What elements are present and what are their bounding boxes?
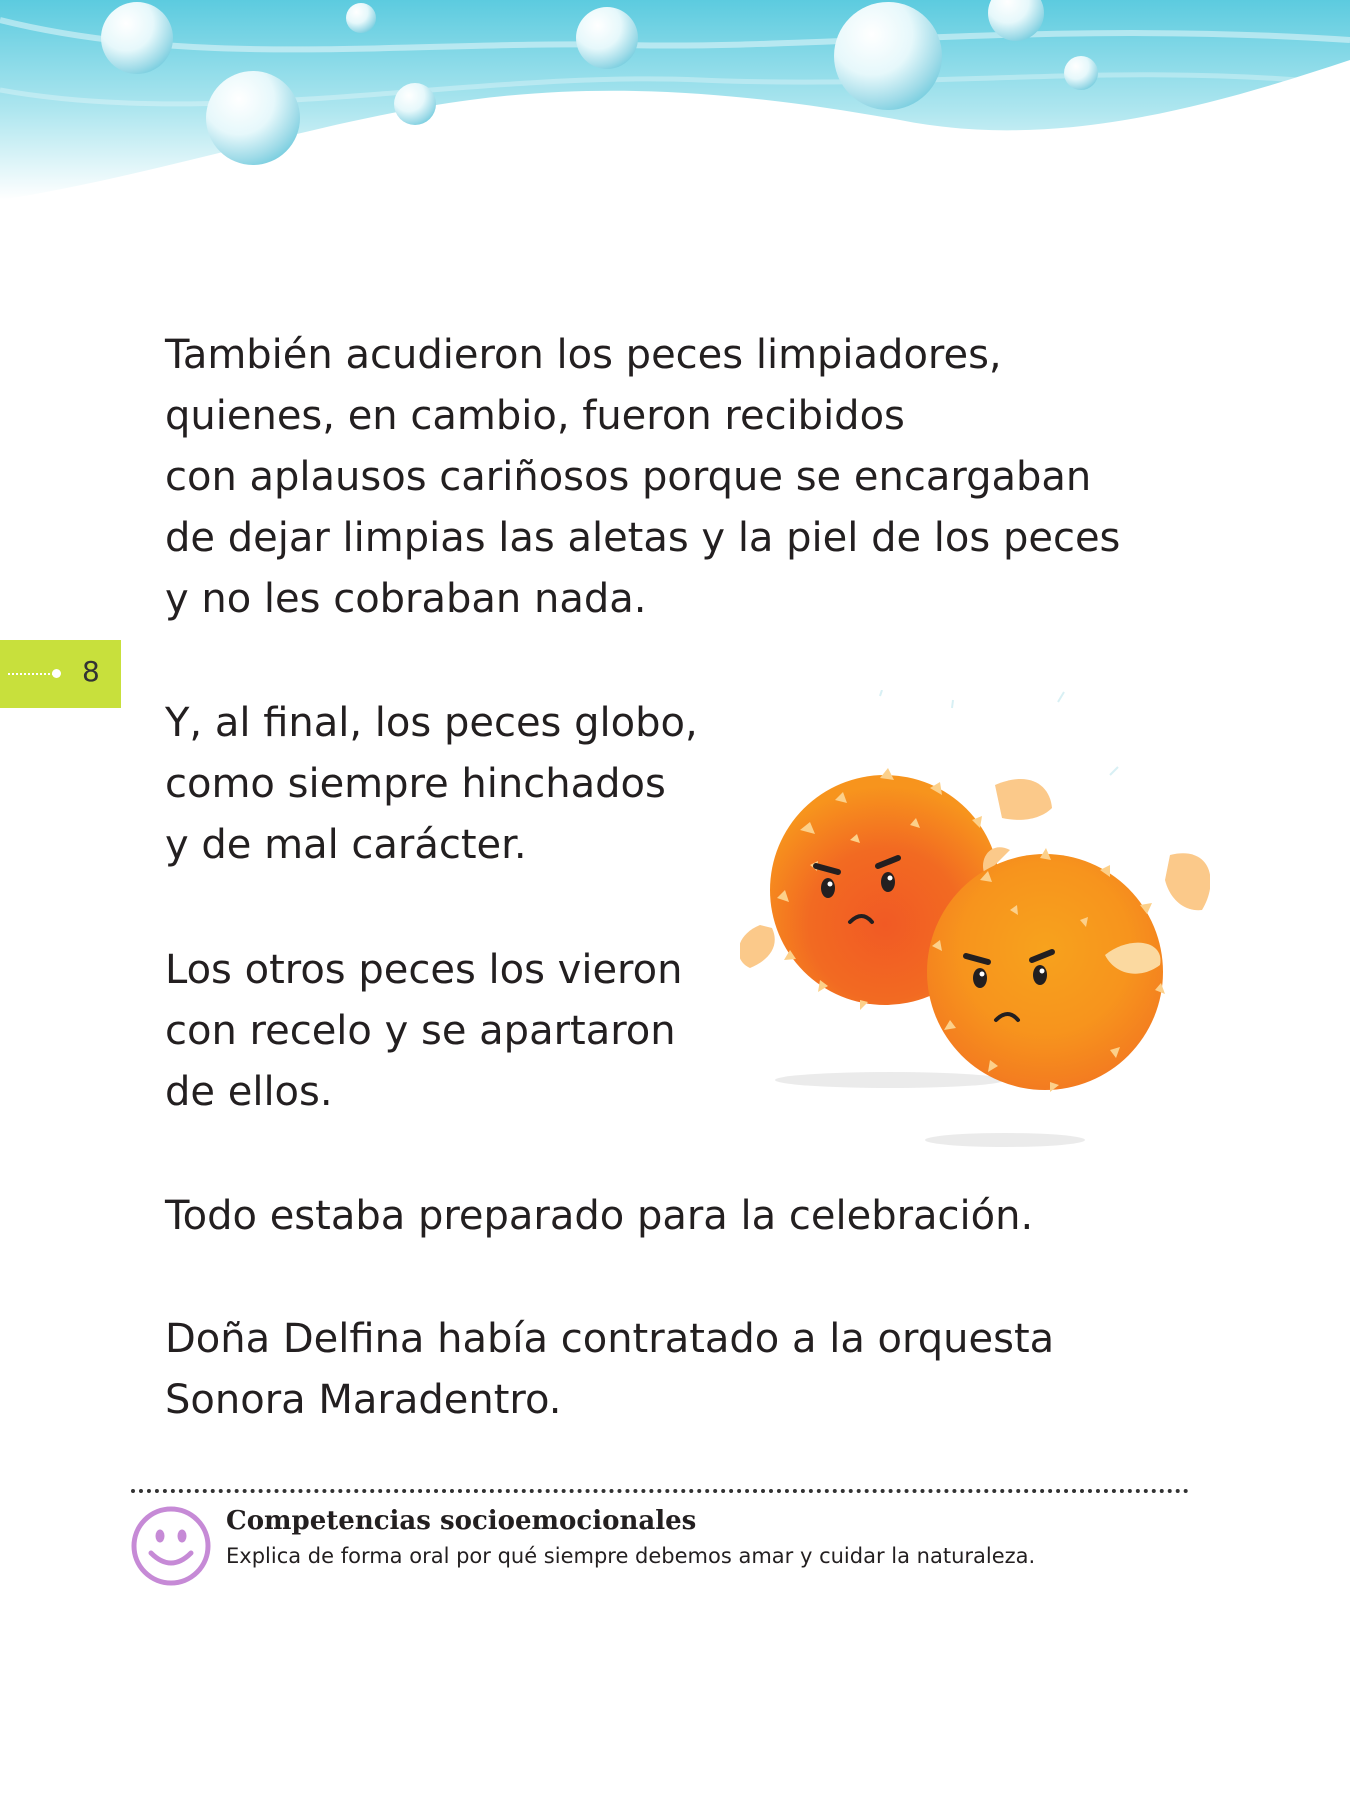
page-number: 8: [82, 655, 100, 688]
text-line: quienes, en cambio, fueron recibidos: [165, 393, 905, 439]
text-line: Doña Delfina había contratado a la orquesta: [165, 1316, 1055, 1362]
text-line: Sonora Maradentro.: [165, 1377, 562, 1423]
paragraph-orquesta: [165, 1309, 1054, 1431]
paragraph-limpiadores: [165, 325, 1120, 630]
paragraph-peces-globo: [165, 693, 698, 876]
text-line: Los otros peces los vieron: [165, 947, 683, 993]
text-line: También acudieron los peces limpiadores,: [165, 332, 1002, 378]
text-line: Y, al final, los peces globo,: [165, 700, 698, 746]
text-line: y de mal carácter.: [165, 822, 527, 868]
competencias-title: Competencias socioemocionales: [226, 1506, 697, 1536]
tab-dot: [52, 669, 61, 678]
competencias-text: Explica de forma oral por qué siempre debemos amar y cuidar la naturaleza.: [226, 1544, 1036, 1568]
pufferfish-illustration: [740, 690, 1210, 1160]
text-line: de ellos.: [165, 1069, 333, 1115]
text-line: de dejar limpias las aletas y la piel de los peces: [165, 515, 1121, 561]
text-line: Todo estaba preparado para la celebración.: [165, 1193, 1034, 1239]
text-line: con recelo y se apartaron: [165, 1008, 676, 1054]
paragraph-otros-peces: [165, 940, 682, 1123]
tab-dotted-line: [8, 673, 54, 675]
page-number-tab: [0, 640, 121, 708]
paragraph-celebracion: [165, 1186, 1033, 1247]
text-line: y no les cobraban nada.: [165, 576, 647, 622]
text-line: como siempre hinchados: [165, 761, 666, 807]
water-bubbles-header: [0, 0, 1350, 240]
dotted-divider: [131, 1489, 1189, 1493]
smiley-icon: [130, 1505, 212, 1587]
text-line: con aplausos cariñosos porque se encargaban: [165, 454, 1092, 500]
